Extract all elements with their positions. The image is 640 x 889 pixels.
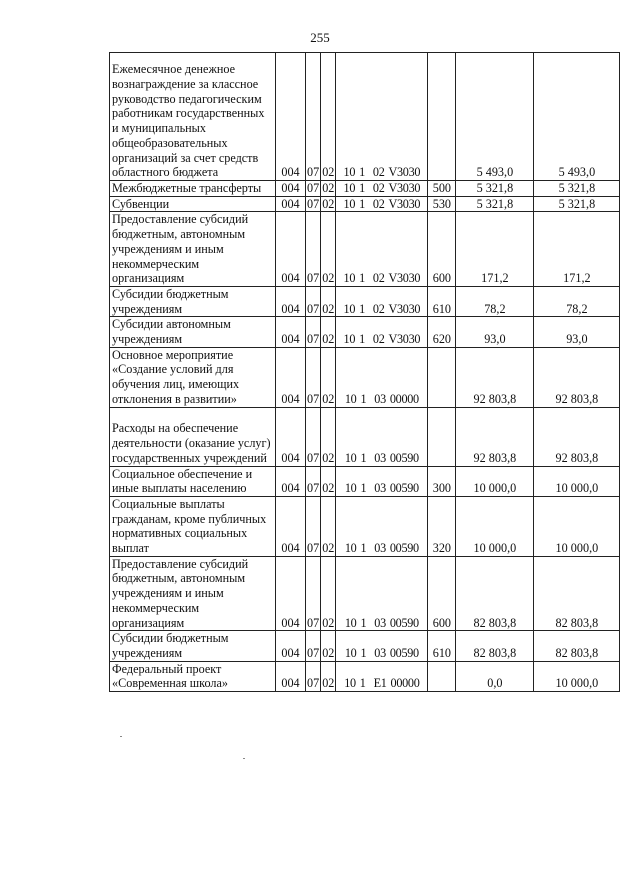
row-csr-part: V3030: [388, 301, 421, 316]
row-csr-part: 1: [359, 332, 365, 347]
row-pr: 02: [321, 317, 336, 347]
row-vr: [428, 53, 456, 181]
row-rz: 07: [307, 196, 320, 211]
row-csr-part: 02: [372, 165, 385, 180]
row-sum-1: 10 000,0: [456, 466, 534, 496]
row-csr-part: 00590: [389, 541, 419, 556]
row-csr-part: V3030: [388, 332, 421, 347]
row-sum-2: 82 803,8: [534, 631, 620, 661]
row-name: Расходы на обеспечение деятельности (оказание услуг) государственных учреждений: [110, 407, 276, 466]
row-name: Субсидии бюджетным учреждениям: [110, 286, 276, 316]
row-name: Ежемесячное денежное вознаграждение за классное руководство педагогическим работникам государственных и муниципальных общеобразовательных организаций за счет средств областного бюджета: [110, 53, 276, 181]
row-vr: 530: [428, 196, 456, 212]
row-pr: 02: [321, 53, 336, 181]
row-csr: [336, 631, 428, 661]
row-csr: [336, 496, 428, 556]
row-sum-2: 10 000,0: [534, 466, 620, 496]
row-ved: 004: [276, 631, 306, 661]
row-sum-1: 82 803,8: [456, 556, 534, 631]
table-row: [110, 317, 620, 347]
row-sum-2: 5 493,0: [534, 53, 620, 181]
row-rz: 07: [306, 212, 321, 287]
row-csr-part: 10: [344, 645, 357, 660]
row-sum-1: 78,2: [456, 286, 534, 316]
row-csr: [336, 556, 428, 631]
budget-table: [109, 52, 620, 692]
row-pr: 02: [321, 466, 336, 496]
row-pr: 02: [321, 347, 336, 407]
table-body: [110, 53, 620, 692]
row-vr: 320: [428, 496, 456, 556]
row-rz: 07: [306, 286, 321, 316]
row-name: Субвенции: [110, 196, 276, 212]
row-ved: 004: [276, 286, 306, 316]
row-ved: 004: [276, 407, 306, 466]
row-csr-part: 1: [360, 615, 367, 630]
row-csr-part: 1: [359, 181, 365, 195]
row-csr-part: 02: [372, 181, 385, 195]
row-csr-part: 00590: [389, 450, 419, 465]
row-sum-1: 5 321,8: [456, 196, 534, 212]
row-csr-part: 1: [359, 196, 365, 211]
row-rz: 07: [306, 661, 321, 691]
row-rz: 07: [307, 181, 320, 195]
table-row: [110, 53, 620, 181]
row-name: Субсидии автономным учреждениям: [110, 317, 276, 347]
row-csr-part: 03: [374, 615, 386, 630]
row-csr-part: 10: [344, 676, 356, 691]
row-sum-2: 10 000,0: [534, 496, 620, 556]
table-row: [110, 407, 620, 466]
row-csr-part: 03: [374, 450, 386, 465]
row-rz: 07: [306, 466, 321, 496]
row-ved: 004: [276, 212, 306, 287]
row-csr: [336, 196, 428, 212]
row-name: Субсидии бюджетным учреждениям: [110, 631, 276, 661]
row-pr: 02: [322, 196, 335, 211]
row-csr-part: 10: [343, 181, 356, 195]
table-row: [110, 181, 620, 197]
row-csr-part: 03: [374, 481, 386, 496]
row-pr: 02: [321, 496, 336, 556]
row-name: Предоставление субсидий бюджетным, автономным учреждениям и иным некоммерческим организациям: [110, 556, 276, 631]
row-sum-2: 5 321,8: [534, 181, 620, 197]
row-sum-2: 93,0: [534, 317, 620, 347]
row-csr-part: 1: [360, 391, 367, 406]
row-sum-1: 93,0: [456, 317, 534, 347]
row-csr-part: 10: [343, 271, 356, 286]
row-rz: 07: [306, 496, 321, 556]
row-sum-1: 82 803,8: [456, 631, 534, 661]
row-sum-1: 0,0: [456, 661, 534, 691]
row-vr: 500: [428, 181, 456, 197]
row-csr-part: 02: [372, 332, 385, 347]
row-csr-part: 00590: [389, 615, 419, 630]
row-csr-part: 00590: [389, 645, 419, 660]
row-csr-part: V3030: [388, 271, 421, 286]
row-csr-part: 1: [360, 481, 367, 496]
row-csr-part: E1: [373, 676, 387, 691]
table-row: [110, 466, 620, 496]
row-rz: 07: [306, 631, 321, 661]
row-csr-part: 00000: [389, 391, 419, 406]
row-name: Межбюджетные трансферты: [110, 181, 276, 197]
row-sum-2: 92 803,8: [534, 347, 620, 407]
row-csr-part: 1: [359, 271, 365, 286]
table-row: [110, 196, 620, 212]
row-ved: 004: [276, 53, 306, 181]
table-row: [110, 556, 620, 631]
row-ved: 004: [276, 181, 306, 197]
row-ved: 004: [276, 196, 306, 212]
row-sum-1: 10 000,0: [456, 496, 534, 556]
row-ved: 004: [276, 496, 306, 556]
row-pr: 02: [321, 631, 336, 661]
row-ved: 004: [276, 661, 306, 691]
row-csr: [336, 317, 428, 347]
row-sum-2: 82 803,8: [534, 556, 620, 631]
table-row: [110, 212, 620, 287]
row-sum-2: 5 321,8: [534, 196, 620, 212]
table-row: [110, 661, 620, 691]
row-ved: 004: [276, 556, 306, 631]
row-name: Социальные выплаты гражданам, кроме публичных нормативных социальных выплат: [110, 496, 276, 556]
row-vr: 610: [428, 286, 456, 316]
table-row: [110, 631, 620, 661]
row-csr-part: 1: [359, 676, 366, 691]
row-csr-part: 10: [344, 450, 357, 465]
row-csr-part: 02: [372, 196, 385, 211]
row-csr-part: 02: [372, 271, 385, 286]
row-sum-1: 5 321,8: [456, 181, 534, 197]
row-csr-part: 10: [344, 481, 357, 496]
row-ved: 004: [276, 466, 306, 496]
row-pr: 02: [321, 407, 336, 466]
row-csr-part: 1: [359, 301, 365, 316]
row-sum-2: 171,2: [534, 212, 620, 287]
row-rz: 07: [306, 347, 321, 407]
row-sum-1: 92 803,8: [456, 347, 534, 407]
row-sum-1: 92 803,8: [456, 407, 534, 466]
row-csr: [336, 407, 428, 466]
row-csr-part: V3030: [388, 196, 421, 211]
row-csr-part: 10: [343, 165, 356, 180]
row-csr-part: 10: [343, 196, 356, 211]
row-pr: 02: [321, 286, 336, 316]
row-pr: 02: [321, 556, 336, 631]
row-ved: 004: [276, 317, 306, 347]
row-csr: [336, 347, 428, 407]
row-csr-part: 10: [344, 615, 357, 630]
row-csr: [336, 466, 428, 496]
row-rz: 07: [306, 556, 321, 631]
row-csr-part: 10: [344, 391, 357, 406]
scan-speck: [243, 758, 245, 759]
row-csr-part: 02: [372, 301, 385, 316]
row-ved: 004: [276, 347, 306, 407]
row-csr-part: 1: [360, 541, 367, 556]
row-vr: [428, 347, 456, 407]
row-sum-2: 78,2: [534, 286, 620, 316]
row-csr-part: V3030: [388, 165, 421, 180]
row-vr: [428, 661, 456, 691]
row-vr: [428, 407, 456, 466]
row-csr: [336, 53, 428, 181]
table-row: [110, 347, 620, 407]
row-name: Предоставление субсидий бюджетным, автономным учреждениям и иным некоммерческим организациям: [110, 212, 276, 287]
row-pr: 02: [321, 661, 336, 691]
row-csr-part: 03: [374, 391, 386, 406]
row-name: Социальное обеспечение и иные выплаты населению: [110, 466, 276, 496]
row-csr: [336, 212, 428, 287]
row-sum-1: 171,2: [456, 212, 534, 287]
row-name: Федеральный проект «Современная школа»: [110, 661, 276, 691]
row-csr-part: 10: [344, 541, 357, 556]
row-rz: 07: [306, 53, 321, 181]
row-csr-part: 03: [374, 645, 386, 660]
row-csr-part: 1: [359, 165, 365, 180]
page-number: 255: [310, 30, 330, 45]
row-vr: 620: [428, 317, 456, 347]
table-row: [110, 286, 620, 316]
row-sum-2: 92 803,8: [534, 407, 620, 466]
scan-speck: [120, 736, 122, 737]
row-csr-part: V3030: [388, 181, 421, 195]
row-vr: 600: [428, 556, 456, 631]
row-vr: 300: [428, 466, 456, 496]
row-csr: [336, 181, 428, 197]
row-csr-part: 10: [343, 332, 356, 347]
row-csr: [336, 661, 428, 691]
row-csr-part: 1: [360, 645, 367, 660]
row-csr-part: 00000: [390, 676, 420, 691]
row-csr-part: 1: [360, 450, 367, 465]
row-rz: 07: [306, 317, 321, 347]
row-pr: 02: [321, 212, 336, 287]
row-csr-part: 10: [343, 301, 356, 316]
row-sum-2: 10 000,0: [534, 661, 620, 691]
row-vr: 600: [428, 212, 456, 287]
row-sum-1: 5 493,0: [456, 53, 534, 181]
row-vr: 610: [428, 631, 456, 661]
row-rz: 07: [306, 407, 321, 466]
row-pr: 02: [322, 181, 335, 195]
table-row: [110, 496, 620, 556]
row-name: Основное мероприятие «Создание условий для обучения лиц, имеющих отклонения в развитии»: [110, 347, 276, 407]
row-csr: [336, 286, 428, 316]
row-csr-part: 03: [374, 541, 386, 556]
row-csr-part: 00590: [389, 481, 419, 496]
